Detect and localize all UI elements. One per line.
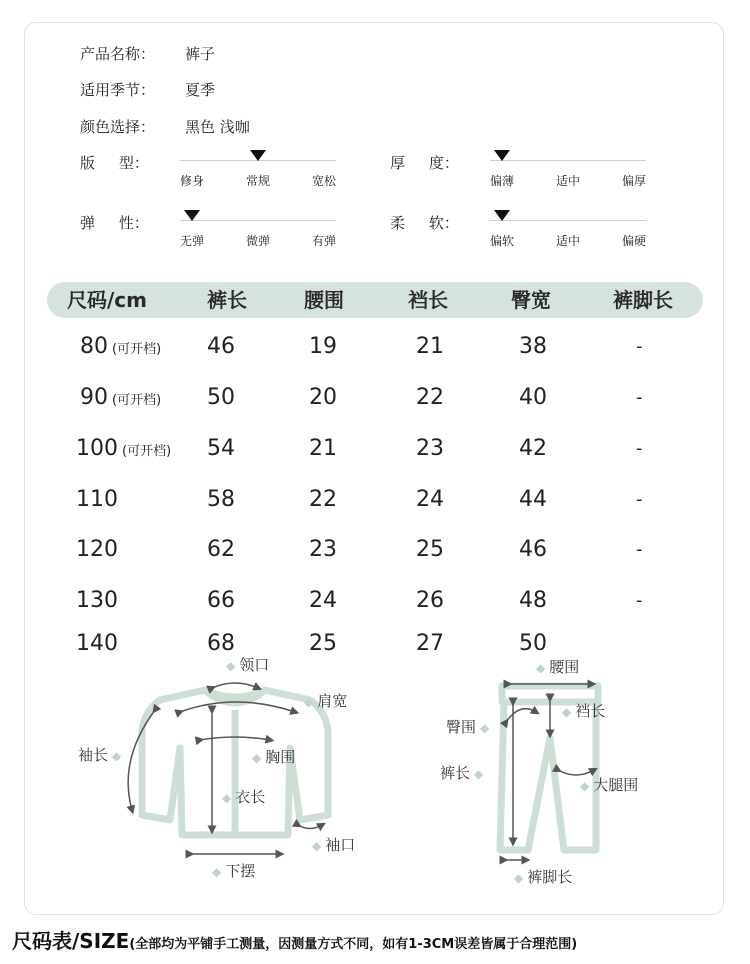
thickness-marker <box>494 150 510 161</box>
table-cell: - <box>636 590 643 611</box>
table-header <box>47 282 703 318</box>
length-label: ◆ 衣长 <box>222 788 266 806</box>
table-cell: - <box>636 438 643 459</box>
hip-label: 臀围 ◆ <box>446 718 490 736</box>
table-cell: 26 <box>416 588 444 613</box>
header-length: 裤长 <box>207 288 247 312</box>
measurement-diagram <box>50 630 700 900</box>
table-cell: 46 <box>207 334 235 359</box>
scale-line <box>180 220 336 221</box>
table-cell: 19 <box>309 334 337 359</box>
color-row <box>80 116 250 137</box>
table-cell: 44 <box>519 487 547 512</box>
cuff-label: ◆ 袖口 <box>312 836 356 854</box>
table-cell: 66 <box>207 588 235 613</box>
chest-label: ◆ 胸围 <box>252 748 296 766</box>
table-cell: 23 <box>309 537 337 562</box>
table-cell: 20 <box>309 385 337 410</box>
sleeve-label: 袖长 ◆ <box>78 746 122 764</box>
size-note: (可开档) <box>122 444 172 459</box>
size-value: 140 <box>76 631 118 656</box>
thickness-option: 偏薄 <box>490 174 515 188</box>
size-cell <box>80 385 161 410</box>
header-size: 尺码/cm <box>67 288 147 312</box>
size-value: 100 <box>76 436 118 461</box>
scale-line <box>490 160 646 161</box>
fit-scale <box>180 152 336 192</box>
table-cell: 21 <box>309 436 337 461</box>
rise-label: ◆ 裆长 <box>562 702 606 720</box>
table-cell: 22 <box>309 487 337 512</box>
softness-option: 偏软 <box>490 234 515 248</box>
elastic-option: 微弹 <box>245 234 271 248</box>
table-cell: 62 <box>207 537 235 562</box>
table-cell: 27 <box>416 631 444 656</box>
elastic-label: 弹 性： <box>80 214 149 232</box>
header-waist: 腰围 <box>304 288 344 312</box>
season-label: 适用季节： <box>80 81 156 99</box>
softness-label: 柔 软： <box>390 214 459 232</box>
size-note: (可开档) <box>112 393 162 408</box>
product-name-value: 裤子 <box>185 45 216 63</box>
collar-label: ◆ 领口 <box>226 656 270 674</box>
softness-marker <box>494 210 510 221</box>
softness-option: 适中 <box>555 234 581 248</box>
leg-opening-label: ◆ 裤脚长 <box>514 868 573 886</box>
color-label: 颜色选择： <box>80 118 156 136</box>
product-name-row <box>80 43 215 64</box>
size-value: 80 <box>80 334 108 359</box>
header-hip: 臀宽 <box>511 288 551 312</box>
color-value: 黑色 浅咖 <box>185 118 250 136</box>
table-cell: 21 <box>416 334 444 359</box>
table-cell: - <box>636 539 643 560</box>
shirt-illustration <box>142 690 328 835</box>
softness-scale <box>490 212 646 252</box>
thickness-option: 适中 <box>555 174 581 188</box>
table-cell: 58 <box>207 487 235 512</box>
table-cell: 23 <box>416 436 444 461</box>
scale-line <box>490 220 646 221</box>
table-cell: 22 <box>416 385 444 410</box>
hem-label: ◆ 下摆 <box>212 862 256 880</box>
size-value: 120 <box>76 537 118 562</box>
table-cell: 46 <box>519 537 547 562</box>
fit-option: 常规 <box>245 174 271 188</box>
table-cell: - <box>636 489 643 510</box>
thigh-label: ◆ 大腿围 <box>580 776 639 794</box>
table-cell: 25 <box>309 631 337 656</box>
pants-length-label: 裤长 ◆ <box>440 764 484 782</box>
table-cell: 40 <box>519 385 547 410</box>
size-value: 110 <box>76 487 118 512</box>
fit-option: 修身 <box>180 174 205 188</box>
size-cell <box>76 588 118 613</box>
size-chart-footer <box>12 925 577 954</box>
size-cell <box>76 487 118 512</box>
table-cell: 24 <box>309 588 337 613</box>
elastic-option: 有弹 <box>311 234 336 248</box>
table-cell: 68 <box>207 631 235 656</box>
table-cell: 50 <box>207 385 235 410</box>
waist-label: ◆ 腰围 <box>536 658 580 676</box>
table-cell: 38 <box>519 334 547 359</box>
table-cell: 42 <box>519 436 547 461</box>
header-leg-opening: 裤脚长 <box>613 288 673 312</box>
table-cell: 54 <box>207 436 235 461</box>
season-row <box>80 79 215 100</box>
table-cell: 50 <box>519 631 547 656</box>
size-cell <box>76 537 118 562</box>
season-value: 夏季 <box>185 81 216 99</box>
table-cell: 24 <box>416 487 444 512</box>
garment-illustration <box>50 630 700 900</box>
thickness-label: 厚 度： <box>390 154 459 172</box>
table-cell: - <box>636 387 643 408</box>
footer-note: (全部均为平铺手工测量，因测量方式不同，如有1-3CM误差皆属于合理范围) <box>129 937 578 952</box>
shoulder-label: ◆ 肩宽 <box>304 692 348 710</box>
size-value: 130 <box>76 588 118 613</box>
softness-option: 偏硬 <box>621 234 646 248</box>
elastic-option: 无弹 <box>180 234 205 248</box>
size-cell <box>80 334 161 359</box>
table-cell: - <box>636 336 643 357</box>
elastic-scale <box>180 212 336 252</box>
thickness-option: 偏厚 <box>621 174 646 188</box>
fit-marker <box>250 150 266 161</box>
header-rise: 裆长 <box>408 288 448 312</box>
size-note: (可开档) <box>112 342 162 357</box>
thickness-scale <box>490 152 646 192</box>
fit-option: 宽松 <box>311 174 336 188</box>
product-name-label: 产品名称： <box>80 45 156 63</box>
size-value: 90 <box>80 385 108 410</box>
size-cell <box>76 436 171 461</box>
table-cell: 48 <box>519 588 547 613</box>
table-cell: 25 <box>416 537 444 562</box>
elastic-marker <box>184 210 200 221</box>
fit-label: 版 型： <box>80 154 149 172</box>
footer-title: 尺码表/SIZE <box>12 929 130 953</box>
